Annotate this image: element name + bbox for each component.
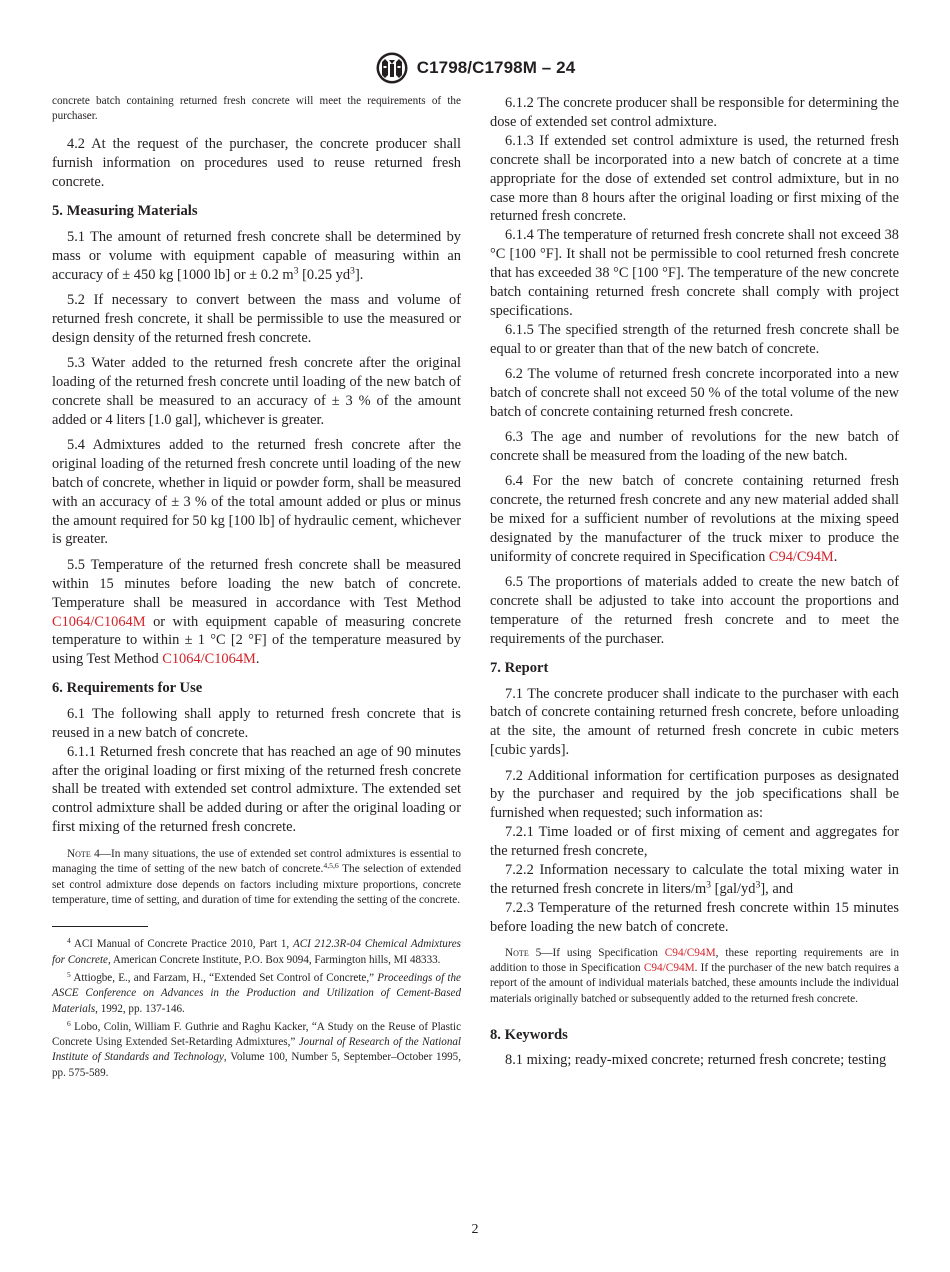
footnote-6: $^6$ Lobo, Colin, William F. Guthrie and Raghu Kacker, “A Study on the Reuse of Plastic Concrete Using Extended Set-Retarding Admixtures,” Journal of Research of the National Institute of Standards and Technology, Volume 100, Number 5, September–October 1995, pp. 575-589. (52, 1018, 462, 1079)
astm-logo-icon (375, 51, 409, 85)
page-number: 2 (471, 1222, 479, 1237)
section-7-2-1: 7.2.1 Time loaded or of first mixing of cement and aggregates for the returned fresh concrete, (490, 824, 899, 860)
section-6-4: 6.4 For the new batch of concrete containing returned fresh concrete, the returned fresh concrete and any new material added shall be mixed for a sufficient number of revolutions at the mixing speed designated by the manufacturer of the truck mixer to produce the uniformity of concrete required in Specification C94/C94M. (490, 473, 899, 566)
heading-report: 7. Report (490, 659, 549, 676)
note-5: Note 5—If using Specification C94/C94M, these reporting requirements are in addition to those in Specification C94/C94M. If the purchaser of the new batch requires a report of the amount of individual materials batched, these amounts include the individual materials originally batched or subsequently added to the returned fresh concrete. (490, 946, 899, 1005)
section-6-5: 6.5 The proportions of materials added to create the new batch of concrete shall be adjusted to take into account the proportions and temperature of the returned fresh concrete and to meet the requirements of the purchaser. (490, 574, 899, 648)
footnote-divider (52, 926, 148, 927)
c1064-link[interactable]: C1064/C1064M (162, 651, 256, 668)
section-5-2: 5.2 If necessary to convert between the mass and volume of returned fresh concrete, it shall be permissible to use the measured or design density of the returned fresh concrete. (52, 291, 461, 346)
section-6-1-4: 6.1.4 The temperature of returned fresh concrete shall not exceed 38 °C [100 °F]. It shall not be permissible to cool returned fresh concrete that has exceeded 38 °C [100 °F]. The temperature of the new concrete batch containing returned fresh concrete shall comply with project specifications. (490, 227, 899, 319)
section-8-1: 8.1 mixing; ready-mixed concrete; returned fresh concrete; testing (505, 1052, 887, 1069)
section-6-3: 6.3 The age and number of revolutions for the new batch of concrete shall be measured from the loading of the new batch. (490, 429, 899, 465)
section-6-1-5: 6.1.5 The specified strength of the returned fresh concrete shall be equal to or greater than that of the new batch of concrete. (490, 321, 899, 357)
section-7-2-3: 7.2.3 Temperature of the returned fresh concrete within 15 minutes before loading the new batch of concrete. (490, 899, 899, 935)
c1064-link[interactable]: C1064/C1064M (52, 613, 146, 630)
heading-requirements-for-use: 6. Requirements for Use (52, 680, 203, 697)
footnote-4: $^4$ ACI Manual of Concrete Practice 2010, Part 1, ACI 212.3R-04 Chemical Admixtures for Concrete, American Concrete Institute, P.O. Box 9094, Farmington hills, MI 48333. (52, 936, 461, 966)
section-6-1-3: 6.1.3 If extended set control admixture is used, the returned fresh concrete shall be incorporated into a new batch of concrete at a time appropriate for the dose of extended set control admixture, but in no case more than 8 hours after the original loading or first mixing of the returned fresh concrete. (490, 132, 899, 225)
section-5-3: 5.3 Water added to the returned fresh concrete after the original loading of the returned fresh concrete until loading of the new batch of concrete shall be measured to an accuracy of ± 3 % of the amount added or 4 liters [1.0 gal], whichever is greater. (52, 354, 461, 428)
c94-link[interactable]: C94/C94M (768, 549, 834, 566)
left-column (52, 94, 461, 1084)
section-7-1: 7.1 The concrete producer shall indicate to the purchaser with each batch of concrete containing returned fresh concrete, before unloading at the site, the amount of returned fresh concrete in cubic meters [cubic yards]. (490, 685, 899, 759)
page-header (0, 50, 950, 86)
document-designation: C1798/C1798M – 24 (416, 58, 576, 77)
section-5-5: 5.5 Temperature of the returned fresh concrete shall be measured within 15 minutes before loading the new batch of concrete. Temperature shall be measured in accordance with Test Method C1064/C1064M or with equipment capable of measuring concrete temperature to within ± 1 °C [2 °F] of the temperature measured by using Test Method C1064/C1064M. (52, 556, 461, 668)
heading-measuring-materials: 5. Measuring Materials (52, 203, 198, 220)
heading-keywords: 8. Keywords (490, 1026, 568, 1043)
c94-link[interactable]: C94/C94M (664, 946, 716, 959)
section-6-1-2: 6.1.2 The concrete producer shall be responsible for determining the dose of extended set control admixture. (490, 95, 899, 130)
section-4-2: 4.2 At the request of the purchaser, the concrete producer shall furnish information on procedures used to reuse returned fresh concrete. (52, 136, 461, 191)
section-5-1: 5.1 The amount of returned fresh concrete shall be determined by mass or volume with equipment capable of measuring within an accuracy of ± 450 kg [1000 lb] or ± 0.2 $m^3$ [0.25 $yd^3$]. (52, 228, 461, 283)
footnote-5: $^5$ Attiogbe, E., and Farzam, H., “Extended Set Control of Concrete,” Proceedings of the ASCE Conference on Advances in the Production and Utilization of Cement-Based Materials, 1992, pp. 137-146. (52, 969, 461, 1015)
section-6-2: 6.2 The volume of returned fresh concrete incorporated into a new batch of concrete shall not exceed 50 % of the total volume of the new batch of concrete containing returned fresh concrete. (490, 366, 899, 420)
section-7-2-2: 7.2.2 Information necessary to calculate the total mixing water in the returned fresh concrete in liters/$m^3$ $[gal/yd^3]$, and (490, 862, 899, 897)
c94-link[interactable]: C94/C94M (643, 962, 695, 974)
continued-paragraph: concrete batch containing returned fresh concrete will meet the requirements of the purchaser. (52, 95, 461, 123)
section-6-1: 6.1 The following shall apply to returned fresh concrete that is reused in a new batch of concrete. (52, 705, 461, 741)
note-4: Note 4—In many situations, the use of extended set control admixtures is essential to managing the time of setting of the new batch of concrete.$^{4,5,6}$ The selection of extended set control admixture dose depends on factors including mixture proportions, concrete temperature, time of setting, and duration of time for extending the setting of the concrete. (52, 848, 461, 907)
right-column (490, 94, 899, 1077)
section-7-2: 7.2 Additional information for certification purposes as designated by the purchaser and required by the job specifications shall be furnished when requested; such information as: (490, 767, 899, 822)
section-5-4: 5.4 Admixtures added to the returned fresh concrete after the original loading of the returned fresh concrete until loading of the new batch of concrete, whether in liquid or powder form, shall be measured with an accuracy of ± 3 % of the total amount added or plus or minus the amount required for 50 kg [100 lb] of hydraulic cement, whichever is greater. (52, 436, 461, 548)
section-6-1-1: 6.1.1 Returned fresh concrete that has reached an age of 90 minutes after the original loading or first mixing of the returned fresh concrete shall be treated with extended set control admixture. The extended set control admixture shall be added during or after the original loading or first mixing of the returned fresh concrete. (52, 743, 461, 836)
